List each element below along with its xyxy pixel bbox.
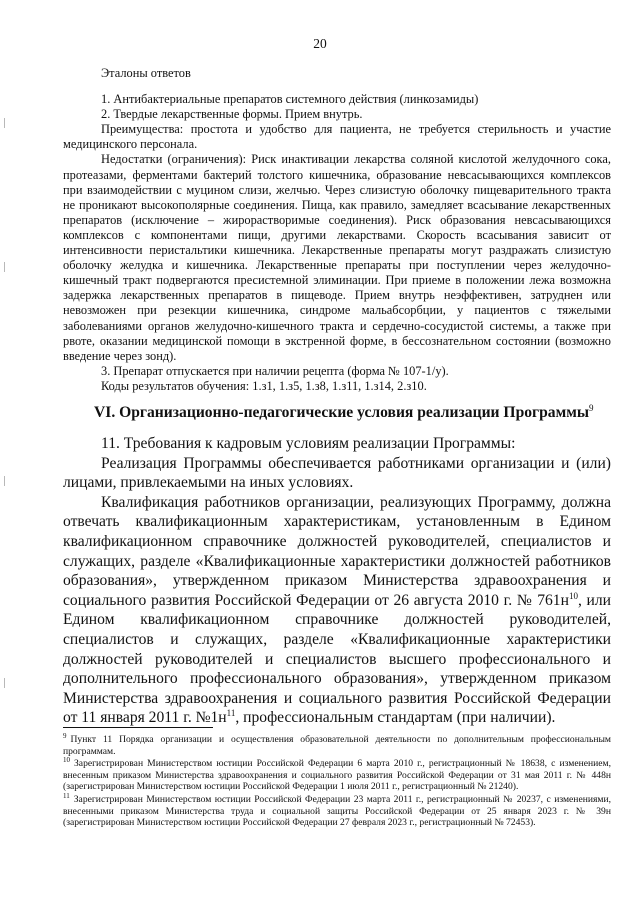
answer-item-1: 1. Антибактериальные препаратов системного действия (линкозамиды)	[101, 92, 479, 107]
answer-item-3: 3. Препарат отпускается при наличии рецепта (форма № 107-1/у).	[101, 363, 449, 378]
qualification-paragraph	[63, 493, 611, 728]
footnote-ref-9: 9	[589, 402, 594, 413]
footnote-ref-10: 10	[568, 590, 578, 601]
footnote-text: Зарегистрирован Министерством юстиции Российской Федерации 23 марта 2011 г., регистрационный № 20237, с изменениями, внесенными приказом Министерства труда и социальной защиты Российской Федерации от 25 января 2023 г. № 39н (зарегистрирован Министерством юстиции Российской Федерации 27 февраля 2023 г., регистрационный № 72453).	[63, 793, 611, 829]
footnote	[63, 758, 611, 793]
qualification-text-c: , профессиональным стандартам (при наличии).	[235, 709, 556, 727]
answers-section	[63, 66, 611, 394]
answers-title: Эталоны ответов	[101, 66, 191, 80]
footnote-number: 10	[63, 756, 70, 764]
footnote-divider	[63, 727, 213, 728]
qualification-text-b: , или Едином квалификационном справочнике должностей руководителей, специалистов и служащих, разделе «Квалификационные характеристики должностей руководителей и специалистов высшего профессионального и дополнительного профессионального образования», утвержденном приказом Министерства здравоохранения и социального развития Российской Федерации от 11 января 2011 г. №1н	[63, 591, 611, 727]
margin-mark	[4, 262, 5, 272]
answer-drawbacks: Недостатки (ограничения): Риск инактивации лекарства соляной кислотой желудочного сока, протеазами, ферментами бактерий толстого кишечника, образование невсасывающихся комплексов при взаимодействии с муцином слизи, желчью. Через слизистую оболочку пищеварительного тракта не проникают высокополярные соединения. Пища, как правило, замедляет всасывание лекарственных препаратов (исключение – жирорастворимые соединения). Риск образования невсасывающихся комплексов с компонентами пищи, другими лекарствами. Скорость всасывания зависит от интенсивности перистальтики кишечника. Лекарственные препараты могут раздражать слизистую оболочку желудка и кишечника. Лекарственные препараты при поступлении через желудочно-кишечный тракт подвергаются пресистемной элиминации. При приеме в положении лежа возможна задержка лекарственных препаратов в пищеводе. Прием внутрь неэффективен, затруднен или невозможен при резекции кишечника, синдроме мальабсорбции, у пациентов с тяжелыми заболеваниями органов желудочно-кишечного тракта и сердечно-сосудистой системы, а также при рвоте, оказании медицинской помощи в экстренной форме, в бессознательном состоянии (возможно введение через зонд).	[63, 152, 611, 363]
page-number: 20	[313, 36, 327, 51]
footnote-text: Пункт 11 Порядка организации и осуществления образовательной деятельности по дополнительным профессиональным программам.	[63, 734, 611, 757]
section-heading	[94, 404, 614, 422]
answer-codes: Коды результатов обучения: 1.з1, 1.з5, 1.з8, 1.з11, 1.з14, 2.з10.	[101, 378, 427, 393]
implementation-paragraph: Реализация Программы обеспечивается работниками организации и (или) лицами, привлекаемыми на иных условиях.	[63, 454, 611, 492]
footnote-number: 9	[63, 731, 67, 740]
footnote-number: 11	[63, 791, 70, 800]
qualification-text-a: Квалификация работников организации, реализующих Программу, должна отвечать квалификационным характеристикам, установленным в Едином квалификационном справочнике должностей руководителей, специалистов и служащих, разделе «Квалификационные характеристики должностей работников образования», утвержденном приказом Министерства здравоохранения и социального развития Российской Федерации от 26 августа 2010 г. № 761н	[63, 493, 611, 609]
footnote-text: Зарегистрирован Министерством юстиции Российской Федерации 6 марта 2010 г., регистрационный № 18638, с изменением, внесенным приказом Министерства здравоохранения и социального развития Российской Федерации от 31 мая 2011 г. № 448н (зарегистрирован Министерством юстиции Российской Федерации 1 июля 2011 г., регистрационный № 21240).	[63, 758, 611, 793]
requirement-item-11: 11. Требования к кадровым условиям реализации Программы:	[101, 435, 516, 452]
footnotes	[63, 731, 611, 830]
answer-item-2: 2. Твердые лекарственные формы. Прием внутрь.	[101, 107, 363, 122]
footnote	[63, 791, 611, 829]
footnote-ref-11: 11	[226, 708, 236, 719]
answer-advantages: Преимущества: простота и удобство для пациента, не требуется стерильность и участие медицинского персонала.	[63, 122, 611, 152]
margin-mark	[4, 678, 5, 688]
staff-requirements-section	[63, 434, 611, 728]
footnote	[63, 731, 611, 757]
section-heading-text: VI. Организационно-педагогические условия реализации Программы	[94, 404, 590, 421]
margin-mark	[4, 118, 5, 128]
margin-mark	[4, 476, 5, 486]
